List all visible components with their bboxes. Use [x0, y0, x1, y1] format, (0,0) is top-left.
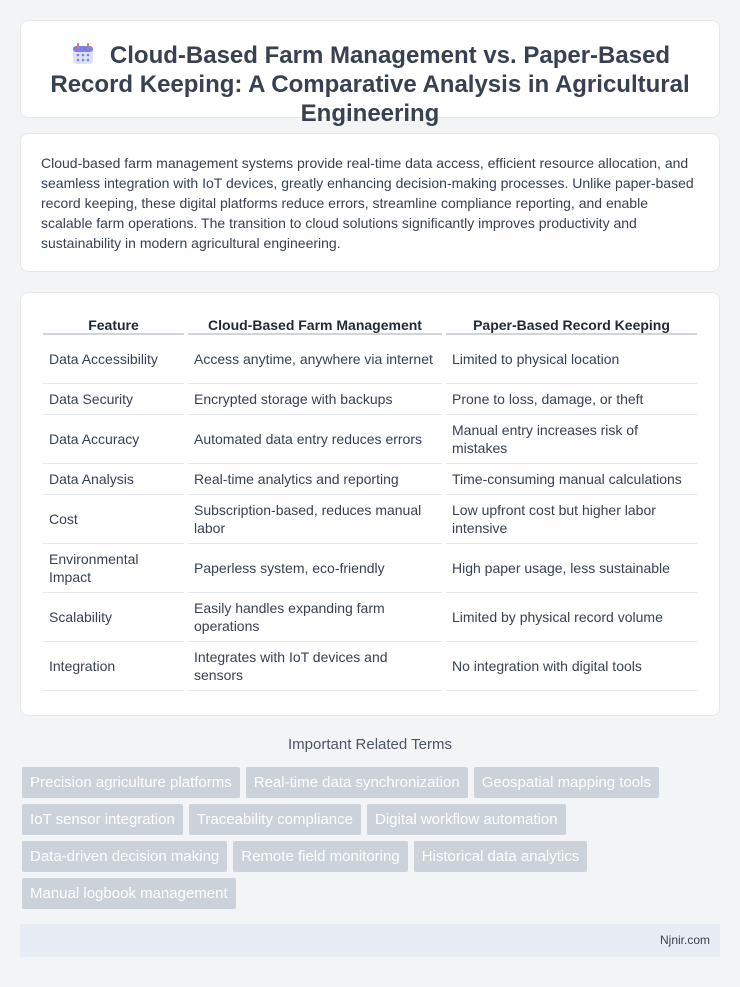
calendar-icon — [70, 41, 96, 67]
feature-cell: Environmental Impact — [43, 544, 184, 593]
table-row — [43, 642, 697, 691]
feature-cell: Data Accuracy — [43, 415, 184, 464]
title-card — [20, 20, 720, 127]
header-cloud: Cloud-Based Farm Management — [188, 313, 442, 335]
related-term-tag[interactable]: Remote field monitoring — [233, 841, 407, 872]
summary-text: Cloud-based farm management systems provide real-time data access, efficient resource allocation, and seamless integration with IoT devices, greatly enhancing decision-making processes. Unlike paper-based record keeping, these digital platforms reduce errors, streamline compliance reporting, and enable scalable farm operations. The transition to cloud solutions significantly improves productivity and sustainability in modern agricultural engineering. — [41, 155, 694, 251]
cloud-cell: Automated data entry reduces errors — [188, 415, 442, 464]
cloud-cell: Easily handles expanding farm operations — [188, 593, 442, 642]
cloud-cell: Integrates with IoT devices and sensors — [188, 642, 442, 691]
feature-cell: Data Accessibility — [43, 335, 184, 384]
related-term-tag[interactable]: Manual logbook management — [22, 878, 236, 909]
table-header-row — [43, 313, 697, 335]
feature-cell: Data Analysis — [43, 464, 184, 495]
related-term-tag[interactable]: Digital workflow automation — [367, 804, 566, 835]
related-term-tag[interactable]: Real-time data synchronization — [246, 767, 468, 798]
feature-cell: Integration — [43, 642, 184, 691]
paper-cell: Manual entry increases risk of mistakes — [446, 415, 697, 464]
table-row — [43, 415, 697, 464]
related-terms-list — [22, 767, 722, 909]
header-feature: Feature — [43, 313, 184, 335]
table-row — [43, 495, 697, 544]
related-term-tag[interactable]: Traceability compliance — [189, 804, 361, 835]
paper-cell: Prone to loss, damage, or theft — [446, 384, 697, 415]
cloud-cell: Encrypted storage with backups — [188, 384, 442, 415]
related-term-tag[interactable]: Geospatial mapping tools — [474, 767, 659, 798]
summary-card — [20, 133, 720, 272]
paper-cell: No integration with digital tools — [446, 642, 697, 691]
page-title-text: Cloud-Based Farm Management vs. Paper-Based Record Keeping: A Comparative Analysis in Agricultural Engineering — [50, 42, 690, 127]
comparison-table-card — [20, 292, 720, 716]
related-term-tag[interactable]: IoT sensor integration — [22, 804, 183, 835]
paper-cell: Low upfront cost but higher labor intensive — [446, 495, 697, 544]
table-row — [43, 464, 697, 495]
paper-cell: Limited by physical record volume — [446, 593, 697, 642]
page-title — [45, 41, 695, 128]
paper-cell: Limited to physical location — [446, 335, 697, 384]
feature-cell: Data Security — [43, 384, 184, 415]
related-terms-heading: Important Related Terms — [288, 736, 452, 753]
paper-cell: Time-consuming manual calculations — [446, 464, 697, 495]
header-paper: Paper-Based Record Keeping — [446, 313, 697, 335]
footer-site[interactable]: Njnir.com — [659, 933, 710, 947]
table-row — [43, 384, 697, 415]
table-row — [43, 593, 697, 642]
cloud-cell: Subscription-based, reduces manual labor — [188, 495, 442, 544]
related-term-tag[interactable]: Historical data analytics — [414, 841, 588, 872]
cloud-cell: Real-time analytics and reporting — [188, 464, 442, 495]
feature-cell: Scalability — [43, 593, 184, 642]
footer — [20, 924, 720, 957]
table-row — [43, 335, 697, 384]
paper-cell: High paper usage, less sustainable — [446, 544, 697, 593]
comparison-table — [39, 313, 701, 691]
related-term-tag[interactable]: Precision agriculture platforms — [22, 767, 240, 798]
cloud-cell: Paperless system, eco-friendly — [188, 544, 442, 593]
feature-cell: Cost — [43, 495, 184, 544]
cloud-cell: Access anytime, anywhere via internet — [188, 335, 442, 384]
related-term-tag[interactable]: Data-driven decision making — [22, 841, 227, 872]
table-row — [43, 544, 697, 593]
